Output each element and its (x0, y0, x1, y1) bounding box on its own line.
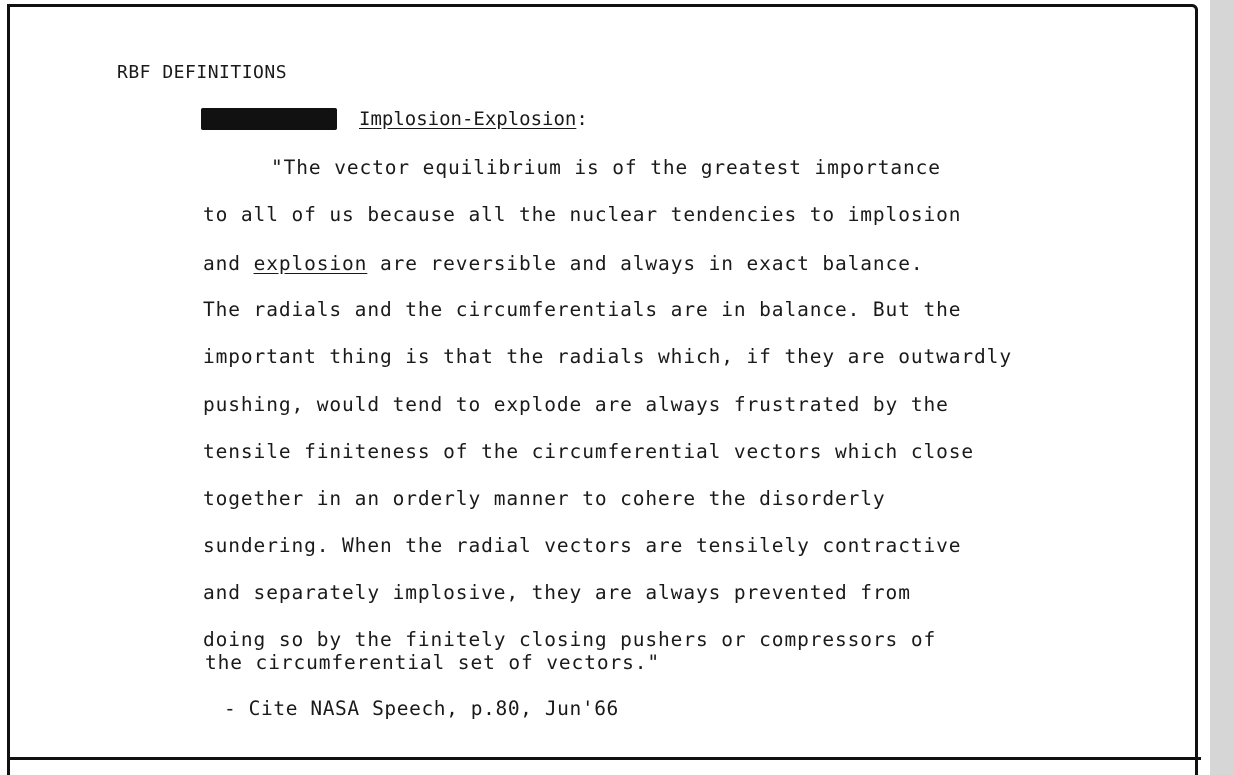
quote-text: and (203, 252, 254, 275)
scan-edge-strip (1210, 0, 1233, 775)
definition-term: Implosion-Explosion (359, 108, 577, 130)
quote-line: pushing, would tend to explode are always frustrated by the (203, 393, 949, 416)
quote-line: "The vector equilibrium is of the greatest importance (271, 156, 941, 179)
quote-line: and separately implosive, they are always prevented from (203, 581, 911, 604)
quote-line: tensile finiteness of the circumferential vectors which close (203, 440, 975, 463)
quote-line: the circumferential set of vectors." (205, 651, 661, 674)
quote-line: together in an orderly manner to cohere the disorderly (203, 487, 886, 510)
document-heading: RBF DEFINITIONS (117, 62, 288, 83)
quote-line: The radials and the circumferentials are in balance. But the (203, 298, 962, 321)
redaction-block (201, 108, 337, 130)
quote-underlined-word: explosion (253, 252, 368, 275)
quote-line: doing so by the finitely closing pushers or compressors of (203, 628, 937, 651)
definition-term-colon: : (576, 108, 588, 130)
quote-line: to all of us because all the nuclear tendencies to implosion (203, 203, 962, 226)
citation: - Cite NASA Speech, p.80, Jun'66 (224, 697, 619, 720)
quote-line (203, 252, 924, 275)
card-bottom-rule (7, 757, 1201, 760)
quote-text: are reversible and always in exact balance. (367, 252, 924, 275)
quote-line: important thing is that the radials which, if they are outwardly (203, 345, 1012, 368)
definition-subheading (201, 106, 588, 132)
quote-line: sundering. When the radial vectors are tensilely contractive (203, 534, 962, 557)
